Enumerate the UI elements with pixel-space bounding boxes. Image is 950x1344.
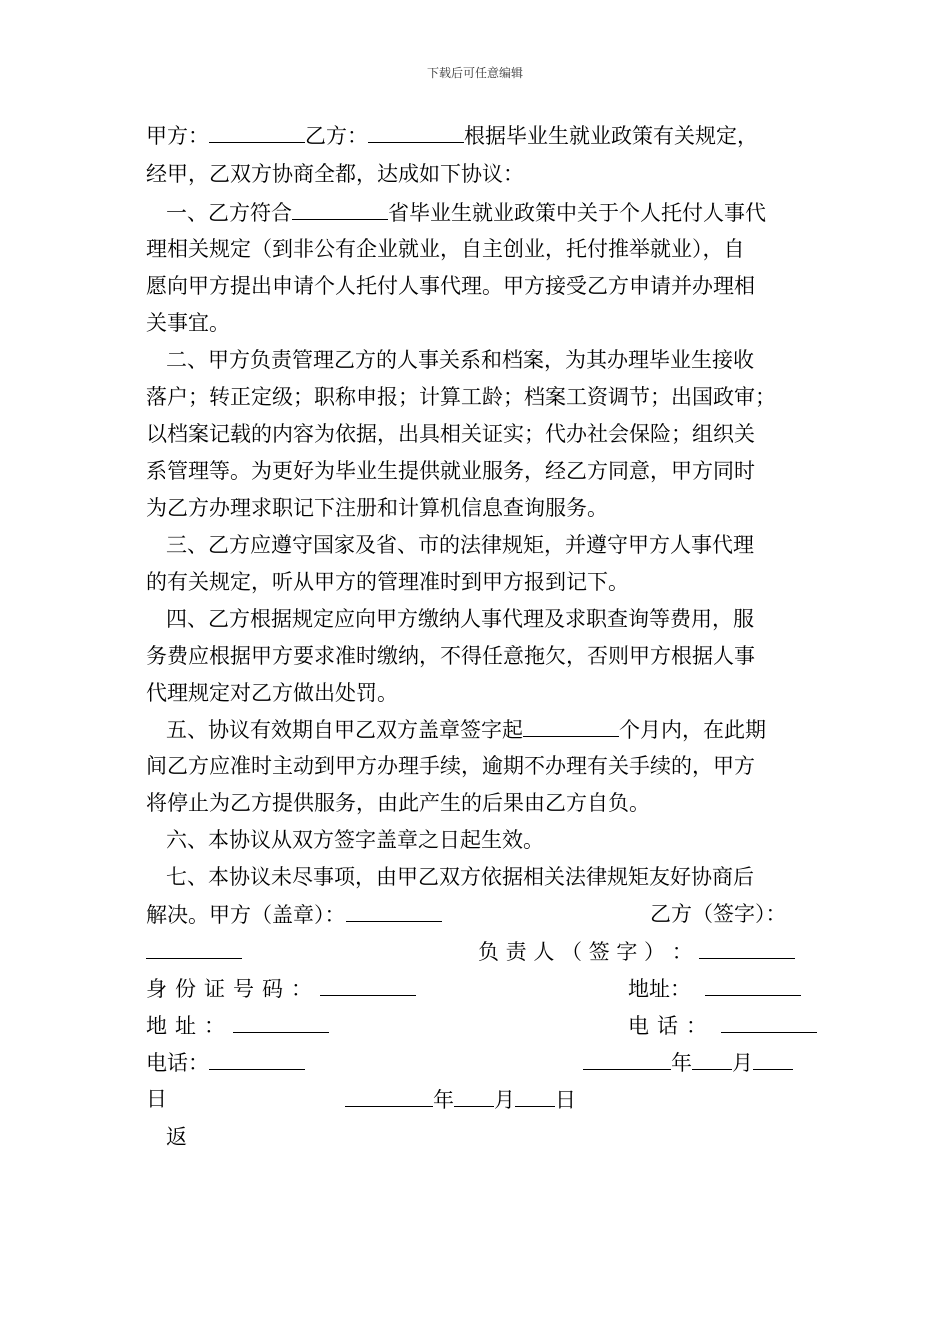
- clause-1-line: [166, 199, 766, 226]
- paragraph-line: 二、甲方负责管理乙方的人事关系和档案，为其办理毕业生接收: [166, 348, 754, 372]
- phone-b-blank[interactable]: [721, 1012, 817, 1033]
- page-header: 下载后可任意编辑: [426, 66, 523, 80]
- paragraph-line: 将停止为乙方提供服务，由此产生的后果由乙方自负。: [146, 791, 650, 815]
- year-b-label: 年: [671, 1051, 692, 1075]
- paragraph-line: 落户；转正定级；职称申报；计算工龄；档案工资调节；出国政审；: [146, 385, 776, 409]
- paragraph-line: 为乙方办理求职记下注册和计算机信息查询服务。: [146, 496, 608, 520]
- month-a-label: 月: [494, 1088, 515, 1112]
- paragraph-line: 间乙方应准时主动到甲方办理手续，逾期不办理有关手续的，甲方: [146, 754, 755, 778]
- resolve-seal-label: 解决。甲方（盖章）：: [146, 903, 346, 927]
- address-a-blank[interactable]: [233, 1012, 329, 1033]
- phone-a-line: [146, 1049, 305, 1076]
- address-b-line: [628, 975, 801, 1002]
- paragraph-line: 六、本协议从双方签字盖章之日起生效。: [166, 828, 544, 852]
- responsible-line: [478, 938, 795, 965]
- phone-b-line: [628, 1012, 817, 1039]
- paragraph-line: 的有关规定，听从甲方的管理准时到甲方报到记下。: [146, 570, 629, 594]
- paragraph-line: 愿向甲方提出申请个人托付人事代理。甲方接受乙方申请并办理相: [146, 274, 755, 298]
- paragraph-line: 关事宜。: [146, 311, 230, 335]
- party-b-blank[interactable]: [368, 122, 464, 143]
- day-a-blank[interactable]: [515, 1086, 555, 1107]
- clause-5-line: [166, 716, 766, 743]
- paragraph-line: 代理规定对乙方做出处罚。: [146, 681, 398, 705]
- paragraph-line: 经甲，乙双方协商全都，达成如下协议：: [146, 162, 524, 186]
- day-b-label: 日: [146, 1087, 167, 1111]
- paragraph-line: 系管理等。为更好为毕业生提供就业服务，经乙方同意，甲方同时: [146, 459, 755, 483]
- province-blank[interactable]: [292, 199, 388, 220]
- party-a-label: 甲方：: [146, 124, 209, 148]
- month-a-blank[interactable]: [454, 1086, 494, 1107]
- party-b-label: 乙方：: [305, 124, 368, 148]
- address-a-label: 地址：: [146, 1014, 233, 1038]
- clause-5-text-a: 五、协议有效期自甲乙双方盖章签字起: [166, 718, 523, 742]
- party-b-sign-blank[interactable]: [146, 938, 242, 959]
- responsible-blank[interactable]: [699, 938, 795, 959]
- party-a-seal-line: [146, 901, 442, 928]
- months-blank[interactable]: [523, 716, 619, 737]
- party-a-blank[interactable]: [209, 122, 305, 143]
- paragraph-line: 以档案记载的内容为依据，出具相关证实；代办社会保险；组织关: [146, 422, 755, 446]
- year-a-blank[interactable]: [345, 1086, 433, 1107]
- phone-b-label: 电话：: [628, 1014, 715, 1038]
- paragraph-line: 七、本协议未尽事项，由甲乙双方依据相关法律规矩友好协商后: [166, 865, 754, 889]
- return-text: 返: [166, 1125, 187, 1149]
- day-a-label: 日: [555, 1088, 576, 1112]
- month-b-label: 月: [732, 1051, 753, 1075]
- paragraph-line: 三、乙方应遵守国家及省、市的法律规矩，并遵守甲方人事代理: [166, 533, 754, 557]
- party-line: [146, 122, 758, 149]
- address-b-label: 地址：: [628, 977, 691, 1001]
- intro-text: 根据毕业生就业政策有关规定，: [464, 124, 758, 148]
- responsible-label: 负 责 人 （ 签 字 ） ：: [478, 940, 693, 964]
- day-b-blank[interactable]: [753, 1049, 793, 1070]
- party-b-sign-line: [146, 938, 242, 965]
- clause-1-text-a: 一、乙方符合: [166, 201, 292, 225]
- address-b-blank[interactable]: [705, 975, 801, 996]
- party-b-sign-label: 乙方（签字）：: [650, 902, 787, 926]
- date-a-line: [345, 1086, 576, 1113]
- phone-a-blank[interactable]: [209, 1049, 305, 1070]
- address-a-line: [146, 1012, 329, 1039]
- paragraph-line: 四、乙方根据规定应向甲方缴纳人事代理及求职查询等费用，服: [166, 607, 754, 631]
- clause-1-text-b: 省毕业生就业政策中关于个人托付人事代: [388, 201, 766, 225]
- phone-a-label: 电话：: [146, 1051, 209, 1075]
- year-b-blank[interactable]: [583, 1049, 671, 1070]
- clause-5-text-b: 个月内，在此期: [619, 718, 766, 742]
- id-number-line: [146, 975, 416, 1002]
- party-a-seal-blank[interactable]: [346, 901, 442, 922]
- paragraph-line: 理相关规定（到非公有企业就业，自主创业，托付推举就业），自: [146, 237, 745, 261]
- paragraph-line: 务费应根据甲方要求准时缴纳，不得任意拖欠，否则甲方根据人事: [146, 644, 755, 668]
- year-a-label: 年: [433, 1088, 454, 1112]
- id-number-label: 身份证号码：: [146, 977, 320, 1001]
- month-b-blank[interactable]: [692, 1049, 732, 1070]
- date-b-line: [583, 1049, 793, 1076]
- id-number-blank[interactable]: [320, 975, 416, 996]
